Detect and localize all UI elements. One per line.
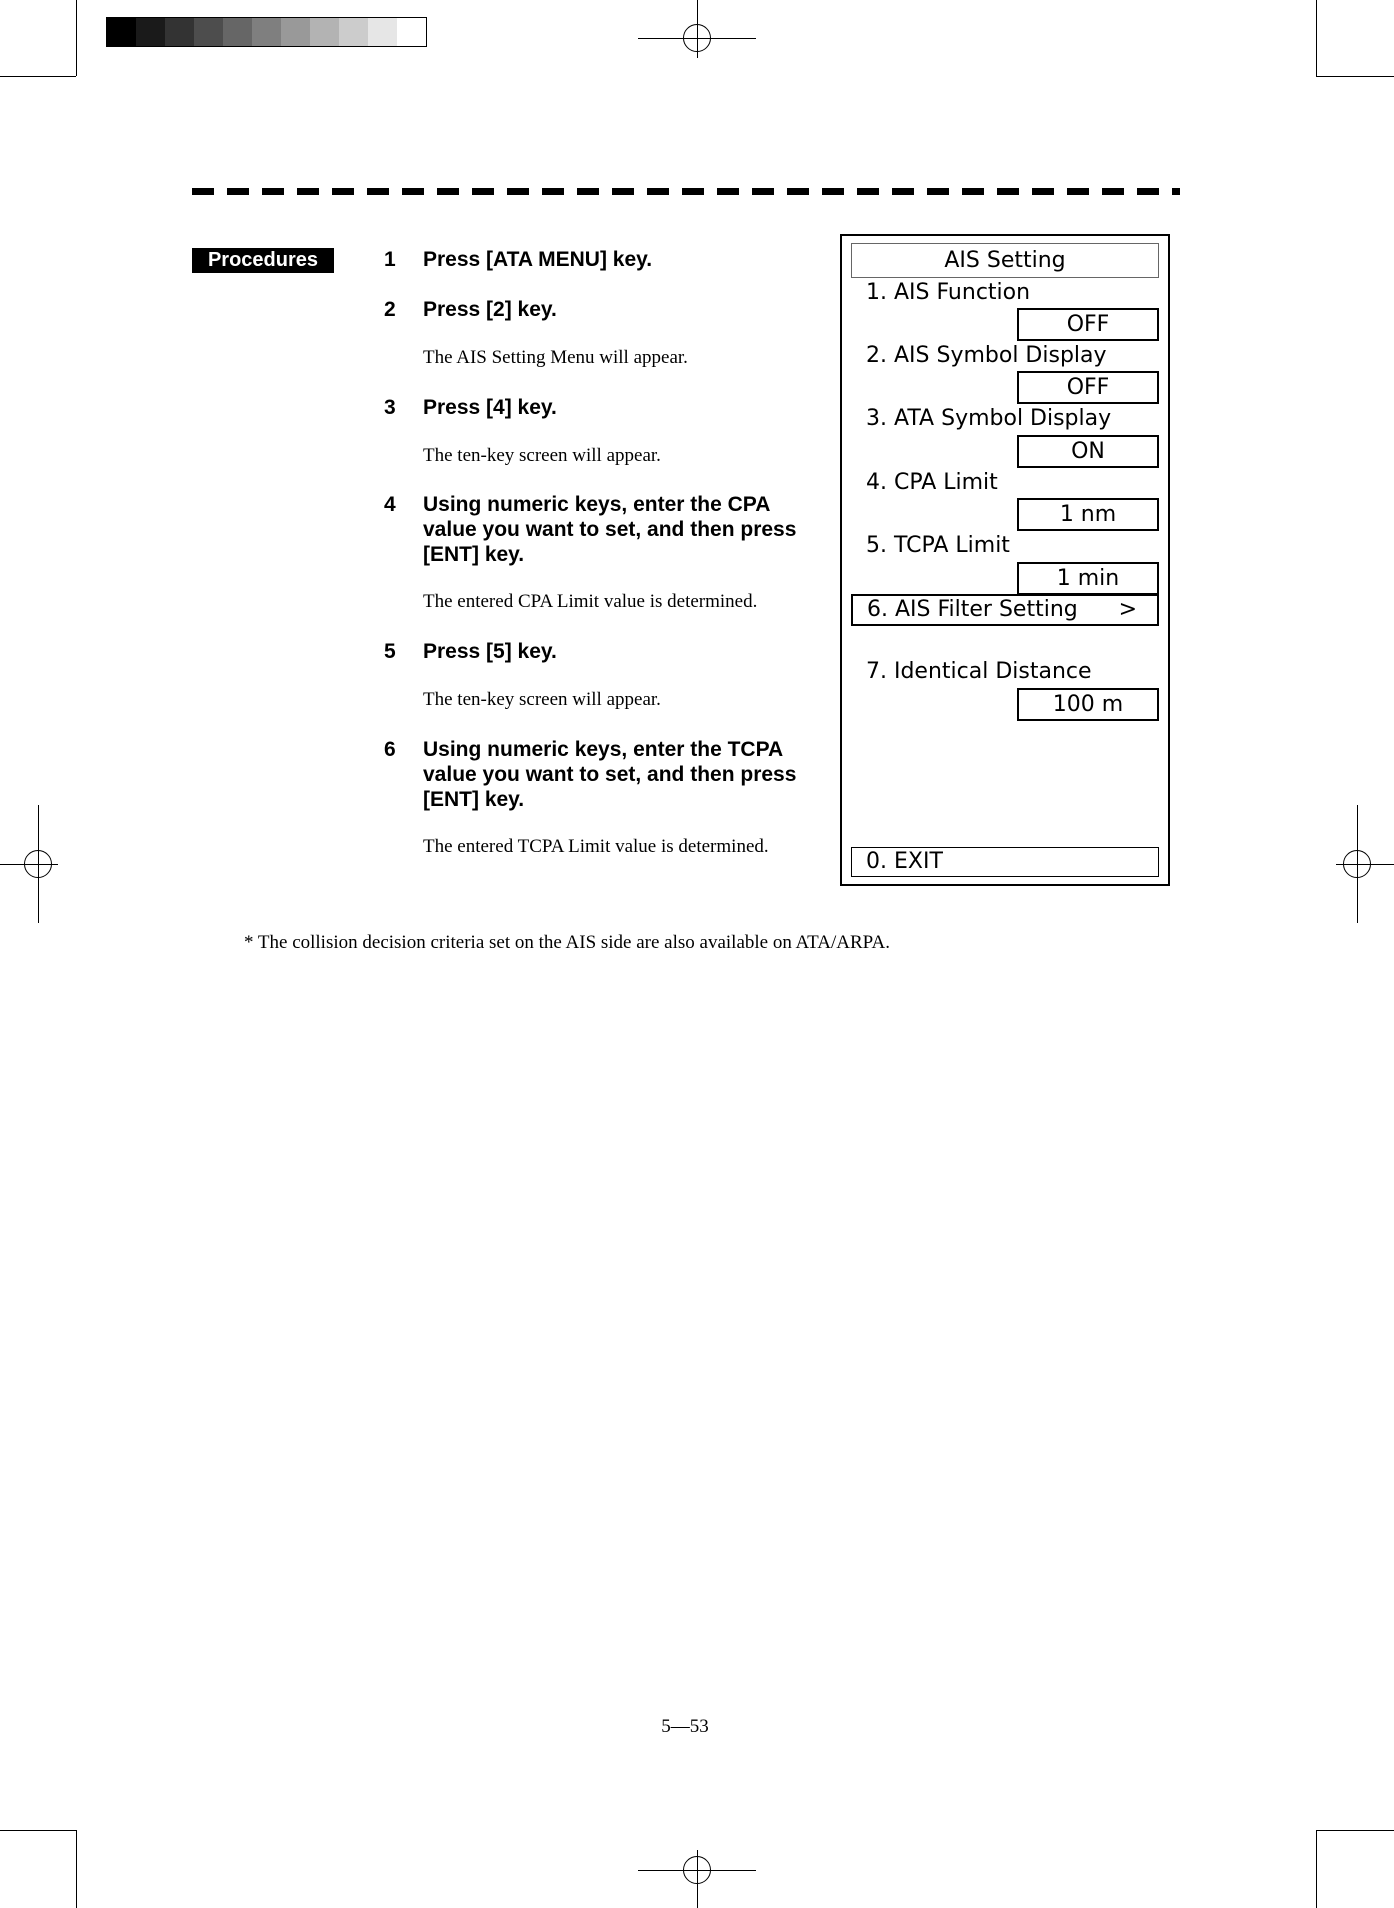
menu-item-ais-symbol-display[interactable]: 2. AIS Symbol Display	[866, 343, 1107, 368]
step-number: 4	[384, 493, 396, 516]
step-note: The ten-key screen will appear.	[423, 445, 661, 466]
ata-symbol-display-value: ON	[1017, 435, 1159, 468]
gray-swatch	[223, 18, 252, 46]
step-number: 3	[384, 396, 396, 419]
menu-item-ais-function[interactable]: 1. AIS Function	[866, 280, 1031, 305]
menu-item-tcpa-limit[interactable]: 5. TCPA Limit	[866, 533, 1010, 558]
gray-swatch	[368, 18, 397, 46]
step-note: The AIS Setting Menu will appear.	[423, 347, 688, 368]
gray-swatch	[136, 18, 165, 46]
footnote: * The collision decision criteria set on the AIS side are also available on ATA/ARPA.	[244, 932, 890, 953]
gray-swatch	[339, 18, 368, 46]
step-note: The ten-key screen will appear.	[423, 689, 661, 710]
ais-filter-setting-label: 6. AIS Filter Setting	[867, 597, 1078, 622]
menu-item-cpa-limit[interactable]: 4. CPA Limit	[866, 470, 998, 495]
menu-item-ais-filter-setting[interactable]	[851, 594, 1159, 626]
step-instruction: Using numeric keys, enter the CPA value you want to set, and then press [ENT] key.	[423, 493, 797, 566]
step-number: 2	[384, 298, 396, 321]
menu-title: AIS Setting	[851, 243, 1159, 278]
menu-item-exit[interactable]: 0. EXIT	[851, 847, 1159, 877]
page-number: 5—53	[661, 1716, 709, 1737]
step-note: The entered TCPA Limit value is determined.	[423, 836, 769, 857]
grayscale-calibration-bar	[106, 17, 427, 47]
step-instruction: Press [ATA MENU] key.	[423, 248, 653, 271]
step-instruction: Using numeric keys, enter the TCPA value you want to set, and then press [ENT] key.	[423, 738, 797, 811]
gray-swatch	[194, 18, 223, 46]
procedures-label: Procedures	[192, 248, 334, 273]
gray-swatch	[310, 18, 339, 46]
submenu-arrow-icon: >	[1118, 597, 1137, 622]
gray-swatch	[107, 18, 136, 46]
gray-swatch	[252, 18, 281, 46]
step-instruction: Press [2] key.	[423, 298, 557, 321]
menu-item-ata-symbol-display[interactable]: 3. ATA Symbol Display	[866, 406, 1112, 431]
step-instruction: Press [5] key.	[423, 640, 557, 663]
gray-swatch	[165, 18, 194, 46]
ais-symbol-display-value: OFF	[1017, 371, 1159, 404]
menu-item-identical-distance[interactable]: 7. Identical Distance	[866, 659, 1092, 684]
tcpa-limit-value: 1 min	[1017, 562, 1159, 595]
cpa-limit-value: 1 nm	[1017, 498, 1159, 531]
gray-swatch	[281, 18, 310, 46]
step-instruction: Press [4] key.	[423, 396, 557, 419]
dashed-header-separator	[192, 188, 1180, 195]
step-number: 1	[384, 248, 396, 271]
gray-swatch	[397, 18, 426, 46]
step-number: 6	[384, 738, 396, 761]
ais-function-value: OFF	[1017, 308, 1159, 341]
identical-distance-value: 100 m	[1017, 688, 1159, 721]
step-note: The entered CPA Limit value is determined.	[423, 591, 758, 612]
step-number: 5	[384, 640, 396, 663]
